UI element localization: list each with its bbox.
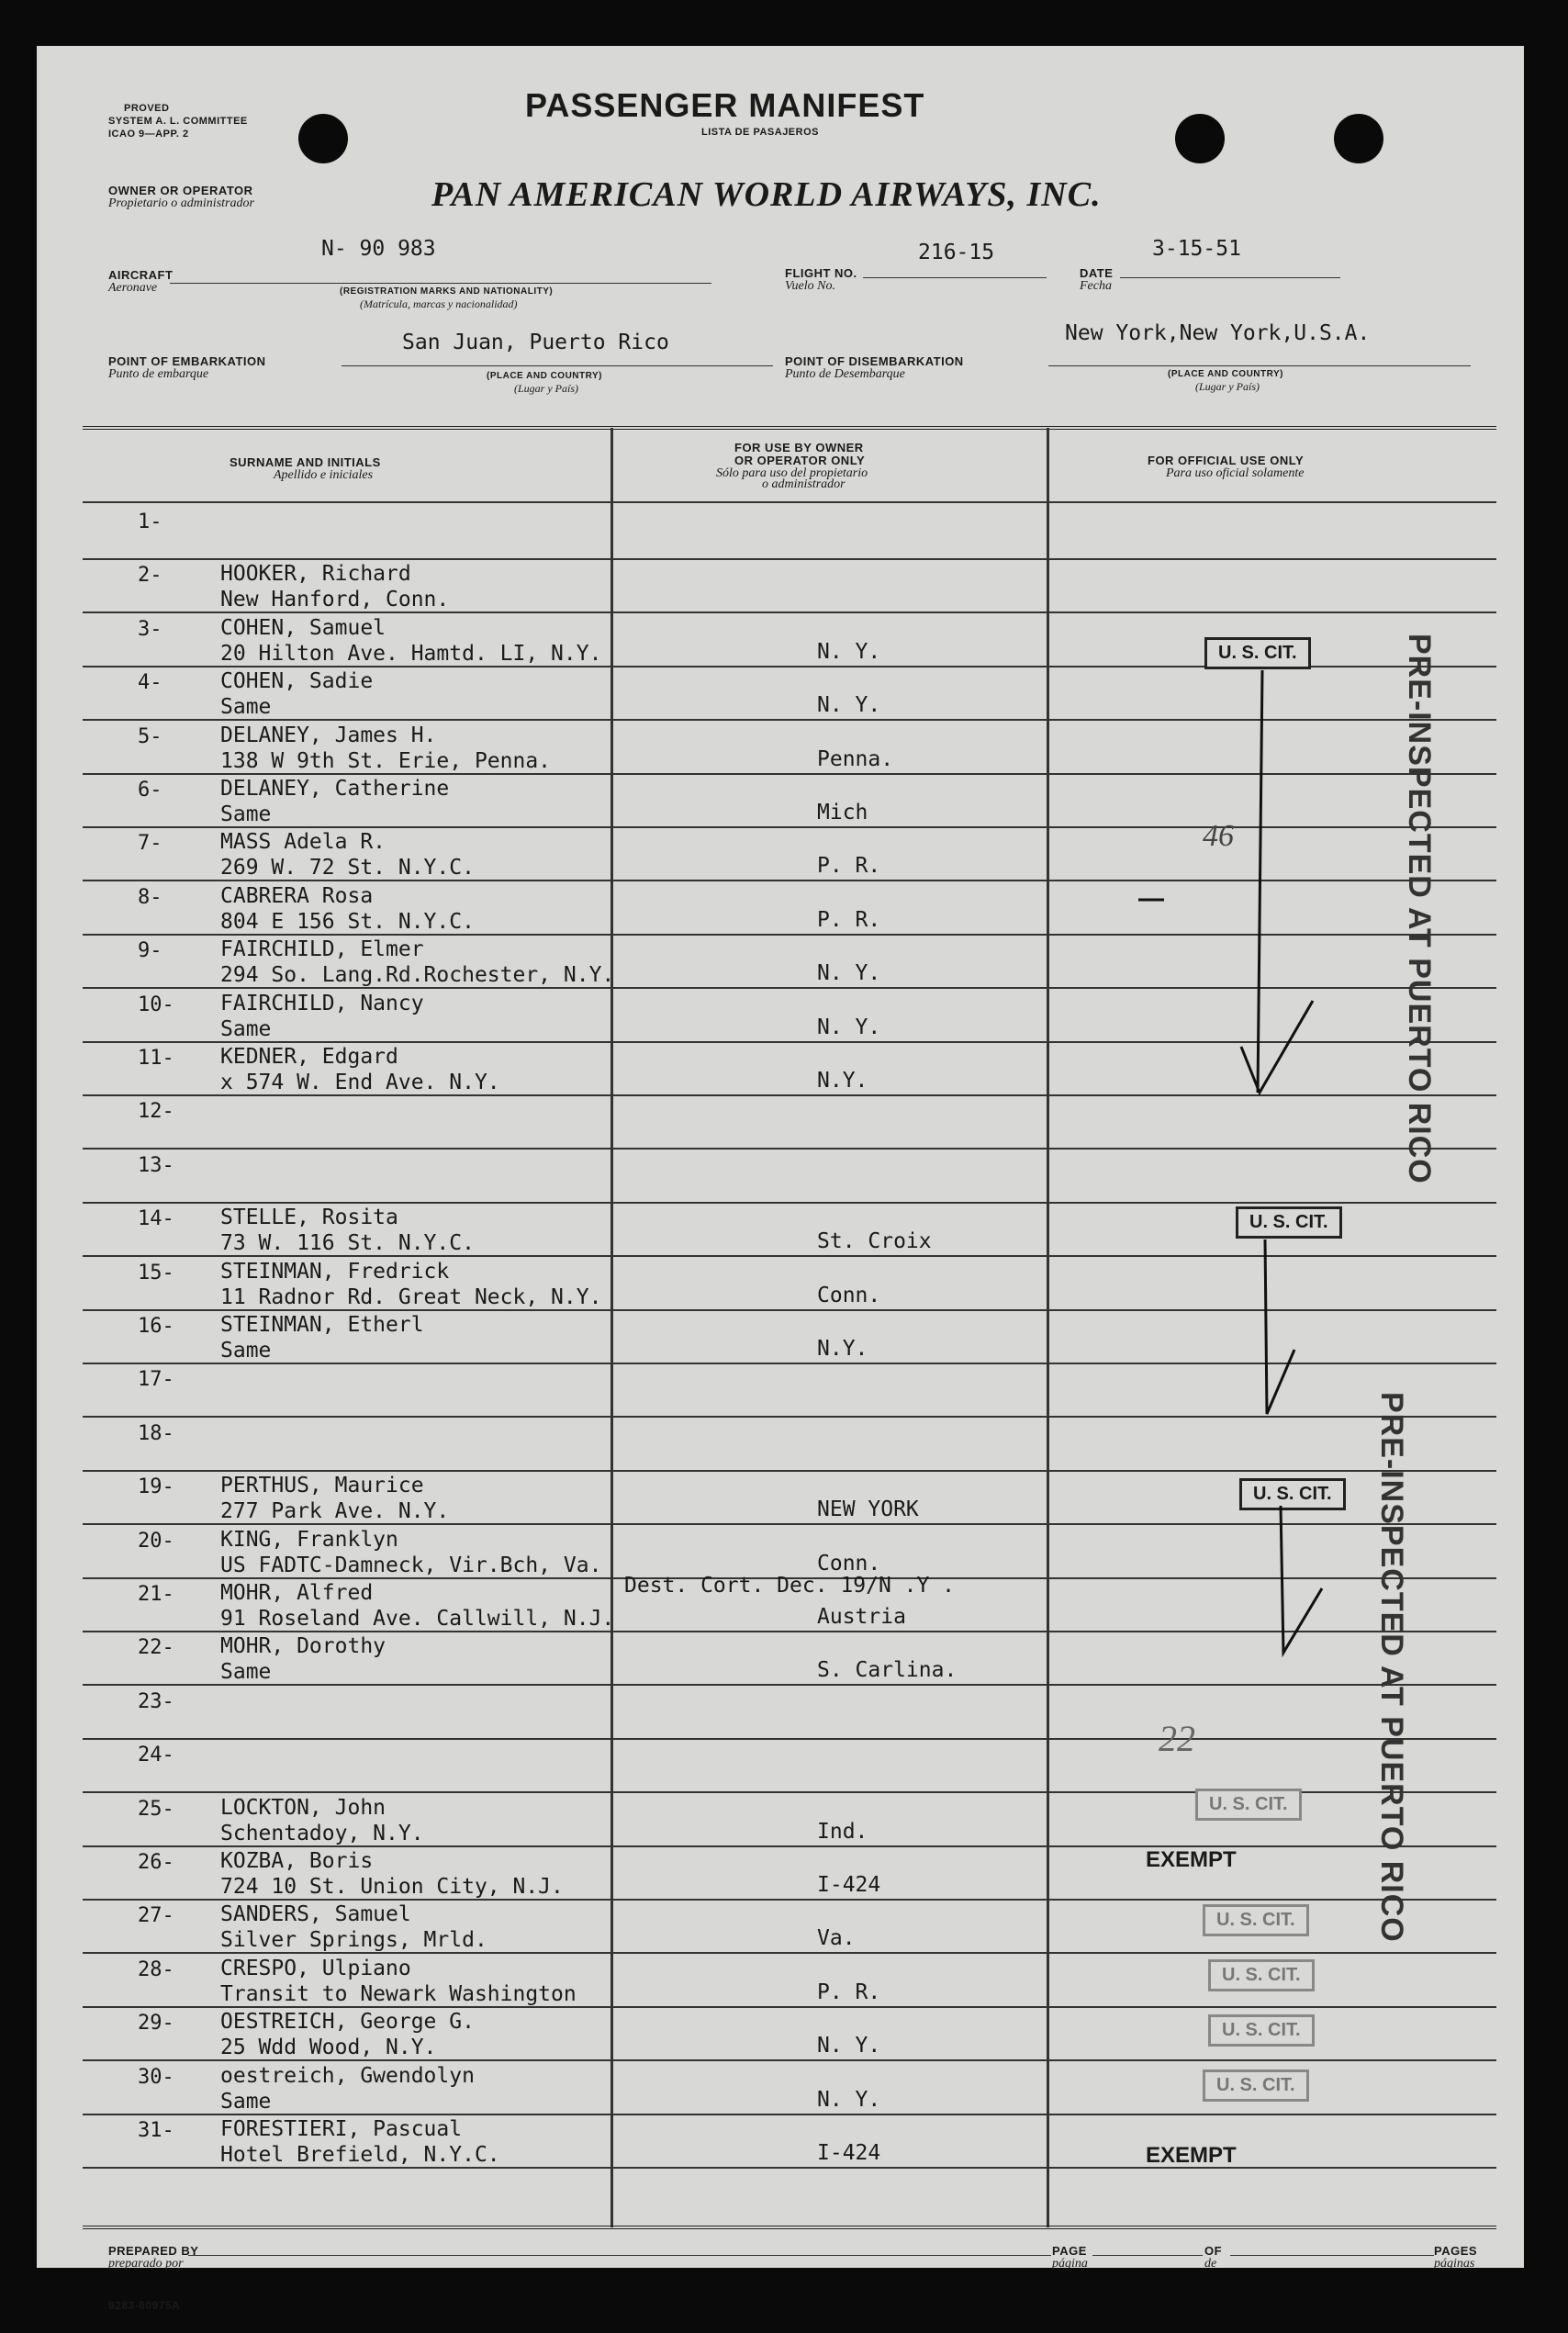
row-number: 17-	[138, 1368, 174, 1392]
col-header-name: SURNAME AND INITIALS	[230, 455, 381, 469]
place-note-es: (Lugar y País)	[1195, 380, 1260, 393]
date-value: 3-15-51	[1152, 237, 1241, 261]
row-number: 26-	[138, 1851, 174, 1874]
aircraft-value: N- 90 983	[321, 237, 436, 261]
owner-use-value: NEW YORK	[817, 1497, 919, 1522]
us-cit-stamp: U. S. CIT.	[1195, 1789, 1302, 1821]
passenger-name: STELLE, Rosita	[220, 1206, 398, 1230]
owner-use-value: Conn.	[817, 1551, 881, 1576]
passenger-name: KING, Franklyn	[220, 1527, 398, 1552]
owner-use-value: I-424	[817, 2141, 881, 2165]
row-number: 28-	[138, 1957, 174, 1981]
row-number: 5-	[138, 724, 162, 748]
passenger-name: SANDERS, Samuel	[220, 1902, 411, 1927]
us-cit-stamp: U. S. CIT.	[1239, 1478, 1346, 1510]
passenger-address: Same	[220, 1016, 272, 1041]
flight-label-es: Vuelo No.	[785, 279, 835, 293]
table-row	[83, 560, 1496, 613]
passenger-name: PERTHUS, Maurice	[220, 1474, 424, 1498]
passenger-address: 20 Hilton Ave. Hamtd. LI, N.Y.	[220, 641, 602, 666]
passenger-name: STEINMAN, Fredrick	[220, 1259, 450, 1284]
passenger-name: FAIRCHILD, Elmer	[220, 937, 424, 962]
row-divider	[83, 2167, 1496, 2169]
row-number: 24-	[138, 1744, 174, 1767]
passenger-name: DELANEY, James H.	[220, 723, 437, 747]
passenger-address: 277 Park Ave. N.Y.	[220, 1499, 450, 1524]
passenger-name: COHEN, Samuel	[220, 615, 386, 640]
passenger-name: MASS Adela R.	[220, 830, 386, 855]
check-marks	[1047, 634, 1469, 1699]
row-number: 27-	[138, 1904, 174, 1928]
passenger-name: LOCKTON, John	[220, 1795, 386, 1820]
passenger-address: Same	[220, 802, 272, 826]
place-note: (PLACE AND COUNTRY)	[1168, 369, 1283, 379]
passenger-address: 11 Radnor Rd. Great Neck, N.Y.	[220, 1284, 602, 1309]
page-title: PASSENGER MANIFEST	[525, 86, 925, 124]
passenger-name: KOZBA, Boris	[220, 1849, 374, 1873]
registration-note-es: (Matrícula, marcas y nacionalidad)	[360, 297, 518, 310]
table-row	[83, 1847, 1496, 1901]
passenger-name: OESTREICH, George G.	[220, 2010, 475, 2035]
embark-label-es: Punto de embarque	[108, 367, 209, 381]
passenger-address: Same	[220, 2089, 272, 2114]
embark-value: San Juan, Puerto Rico	[402, 331, 669, 354]
owner-use-value: N. Y.	[817, 2087, 881, 2112]
passenger-address: Hotel Brefield, N.Y.C.	[220, 2143, 500, 2167]
row-number: 16-	[138, 1315, 174, 1338]
owner-use-value: N. Y.	[817, 639, 881, 664]
row-number: 18-	[138, 1421, 174, 1445]
flight-label: FLIGHT NO.	[785, 266, 857, 280]
row-number: 11-	[138, 1047, 174, 1070]
pages-label-es: páginas	[1434, 2257, 1475, 2271]
row-number: 21-	[138, 1583, 174, 1606]
passenger-name: MOHR, Alfred	[220, 1581, 374, 1605]
passenger-address: New Hanford, Conn.	[220, 588, 450, 612]
row-number: 29-	[138, 2012, 174, 2036]
flight-value: 216-15	[918, 241, 995, 264]
of-label: OF	[1204, 2244, 1223, 2258]
us-cit-stamp: U. S. CIT.	[1203, 1904, 1309, 1936]
col-header-owner: FOR USE BY OWNER	[734, 441, 864, 454]
row-number: 25-	[138, 1797, 174, 1821]
passenger-name: CRESPO, Ulpiano	[220, 1956, 411, 1980]
row-number: 6-	[138, 779, 162, 802]
form-number: 9283-60975A	[108, 2299, 181, 2312]
passenger-name: oestreich, Gwendolyn	[220, 2063, 475, 2088]
exempt-stamp: EXEMPT	[1146, 2143, 1237, 2168]
owner-use-value: Mich	[817, 801, 868, 824]
owner-use-value: N. Y.	[817, 1015, 881, 1039]
col-header-owner: OR OPERATOR ONLY	[734, 454, 866, 467]
aircraft-label: AIRCRAFT	[108, 268, 174, 282]
owner-use-value: Penna.	[817, 746, 894, 771]
row-number: 15-	[138, 1261, 174, 1284]
passenger-address: 91 Roseland Ave. Callwill, N.J.	[220, 1607, 615, 1631]
punch-hole	[1175, 114, 1225, 163]
row-number: 7-	[138, 832, 162, 856]
passenger-name: STEINMAN, Etherl	[220, 1313, 424, 1337]
owner-use-value: Ind.	[817, 1819, 868, 1844]
table-row	[83, 1740, 1496, 1793]
passenger-name: FORESTIERI, Pascual	[220, 2117, 463, 2141]
row-number: 10-	[138, 993, 174, 1016]
disembark-label-es: Punto de Desembarque	[785, 367, 905, 381]
passenger-address: 804 E 156 St. N.Y.C.	[220, 909, 475, 934]
owner-use-value: Conn.	[817, 1283, 881, 1307]
passenger-address: Same	[220, 695, 272, 720]
pages-label: PAGES	[1434, 2244, 1478, 2258]
owner-use-value: St. Croix	[817, 1229, 932, 1254]
row-number: 23-	[138, 1689, 174, 1713]
registration-note: (REGISTRATION MARKS AND NATIONALITY)	[340, 286, 554, 297]
passenger-address: Same	[220, 1660, 272, 1685]
passenger-address: Schentadoy, N.Y.	[220, 1821, 424, 1845]
of-label-es: de	[1204, 2257, 1217, 2271]
place-note-es: (Lugar y País)	[514, 382, 578, 395]
owner-use-value: P. R.	[817, 907, 881, 932]
col-header-owner-es: Sólo para uso del propietario	[716, 466, 868, 480]
approved-line: ICAO 9—APP. 2	[108, 129, 189, 140]
passenger-address: 138 W 9th St. Erie, Penna.	[220, 748, 552, 773]
row-number: 8-	[138, 885, 162, 909]
row-number: 31-	[138, 2119, 174, 2142]
passenger-name: DELANEY, Catherine	[220, 777, 450, 801]
row-number: 13-	[138, 1153, 174, 1177]
passenger-address: 25 Wdd Wood, N.Y.	[220, 2036, 437, 2060]
pre-inspected-stamp: PRE-INSPECTED AT PUERTO RICO	[1402, 634, 1437, 1184]
row-number: 20-	[138, 1529, 174, 1553]
row-number: 22-	[138, 1636, 174, 1660]
place-note: (PLACE AND COUNTRY)	[487, 371, 602, 381]
col-header-name-es: Apellido e iniciales	[274, 468, 374, 482]
owner-use-value: P. R.	[817, 854, 881, 879]
passenger-address: 73 W. 116 St. N.Y.C.	[220, 1231, 475, 1256]
owner-use-value: I-424	[817, 1873, 881, 1897]
row-number: 14-	[138, 1207, 174, 1231]
destination-note: Dest. Cort. Dec. 19/N .Y .	[624, 1574, 956, 1598]
owner-label-es: Propietario o administrador	[108, 196, 254, 210]
row-number: 1-	[138, 510, 162, 533]
us-cit-stamp: U. S. CIT.	[1204, 637, 1311, 669]
us-cit-stamp: U. S. CIT.	[1203, 2069, 1309, 2102]
table-row	[83, 2115, 1496, 2169]
row-number: 12-	[138, 1100, 174, 1124]
row-number: 19-	[138, 1475, 174, 1499]
col-header-official-es: Para uso oficial solamente	[1166, 466, 1305, 480]
passenger-name: KEDNER, Edgard	[220, 1045, 398, 1069]
aircraft-label-es: Aeronave	[108, 281, 158, 295]
col-header-official: FOR OFFICIAL USE ONLY	[1148, 454, 1305, 467]
passenger-address: x 574 W. End Ave. N.Y.	[220, 1071, 500, 1094]
prepared-by-label-es: preparado por	[108, 2257, 184, 2271]
us-cit-stamp: U. S. CIT.	[1208, 2014, 1315, 2047]
date-label-es: Fecha	[1080, 279, 1112, 293]
row-number: 4-	[138, 671, 162, 695]
manifest-sheet	[37, 46, 1524, 2312]
disembark-value: New York,New York,U.S.A.	[1065, 321, 1371, 345]
passenger-address: 269 W. 72 St. N.Y.C.	[220, 856, 475, 880]
col-header-owner-es: o administrador	[762, 477, 846, 491]
owner-value: PAN AMERICAN WORLD AIRWAYS, INC.	[431, 175, 1102, 214]
passenger-name: HOOKER, Richard	[220, 562, 411, 587]
row-number: 3-	[138, 617, 162, 641]
owner-use-value: Va.	[817, 1926, 856, 1951]
us-cit-stamp: U. S. CIT.	[1208, 1959, 1315, 1991]
row-number: 9-	[138, 939, 162, 963]
passenger-address: 724 10 St. Union City, N.J.	[220, 1875, 564, 1899]
owner-use-value: S. Carlina.	[817, 1658, 958, 1683]
passenger-address: Transit to Newark Washington	[220, 1981, 577, 2006]
pre-inspected-stamp: PRE-INSPECTED AT PUERTO RICO	[1374, 1392, 1409, 1943]
passenger-address: US FADTC-Damneck, Vir.Bch, Va.	[220, 1553, 602, 1577]
us-cit-stamp: U. S. CIT.	[1236, 1206, 1342, 1239]
exempt-stamp: EXEMPT	[1146, 1847, 1237, 1872]
owner-use-value: N. Y.	[817, 693, 881, 718]
page-subtitle: LISTA DE PASAJEROS	[701, 127, 819, 138]
disembark-label: POINT OF DISEMBARKATION	[785, 354, 964, 368]
passenger-name: FAIRCHILD, Nancy	[220, 991, 424, 1015]
punch-hole	[1334, 114, 1383, 163]
row-number: 30-	[138, 2065, 174, 2089]
table-row	[83, 507, 1496, 560]
approved-line: PROVED	[124, 103, 170, 114]
handwritten-number: 22	[1159, 1718, 1195, 1759]
punch-hole	[298, 114, 348, 163]
embark-label: POINT OF EMBARKATION	[108, 354, 266, 368]
owner-use-value: N. Y.	[817, 2034, 881, 2058]
passenger-address: 294 So. Lang.Rd.Rochester, N.Y.	[220, 963, 615, 988]
passenger-name: MOHR, Dorothy	[220, 1634, 386, 1659]
owner-use-value: P. R.	[817, 1980, 881, 2004]
owner-use-value: N. Y.	[817, 961, 881, 986]
owner-use-value: N.Y.	[817, 1337, 868, 1361]
date-label: DATE	[1080, 266, 1114, 280]
passenger-name: CABRERA Rosa	[220, 883, 374, 908]
passenger-address: Same	[220, 1339, 272, 1363]
prepared-by-label: PREPARED BY	[108, 2244, 199, 2258]
owner-label: OWNER OR OPERATOR	[108, 184, 253, 197]
row-number: 2-	[138, 564, 162, 588]
approved-line: SYSTEM A. L. COMMITTEE	[108, 116, 248, 127]
handwritten-number: 46	[1203, 819, 1234, 853]
owner-use-value: N.Y.	[817, 1069, 868, 1093]
passenger-name: COHEN, Sadie	[220, 669, 374, 694]
page-label-es: página	[1052, 2257, 1088, 2271]
page-label: PAGE	[1052, 2244, 1087, 2258]
passenger-address: Silver Springs, Mrld.	[220, 1928, 487, 1953]
owner-use-value: Austria	[817, 1605, 906, 1629]
